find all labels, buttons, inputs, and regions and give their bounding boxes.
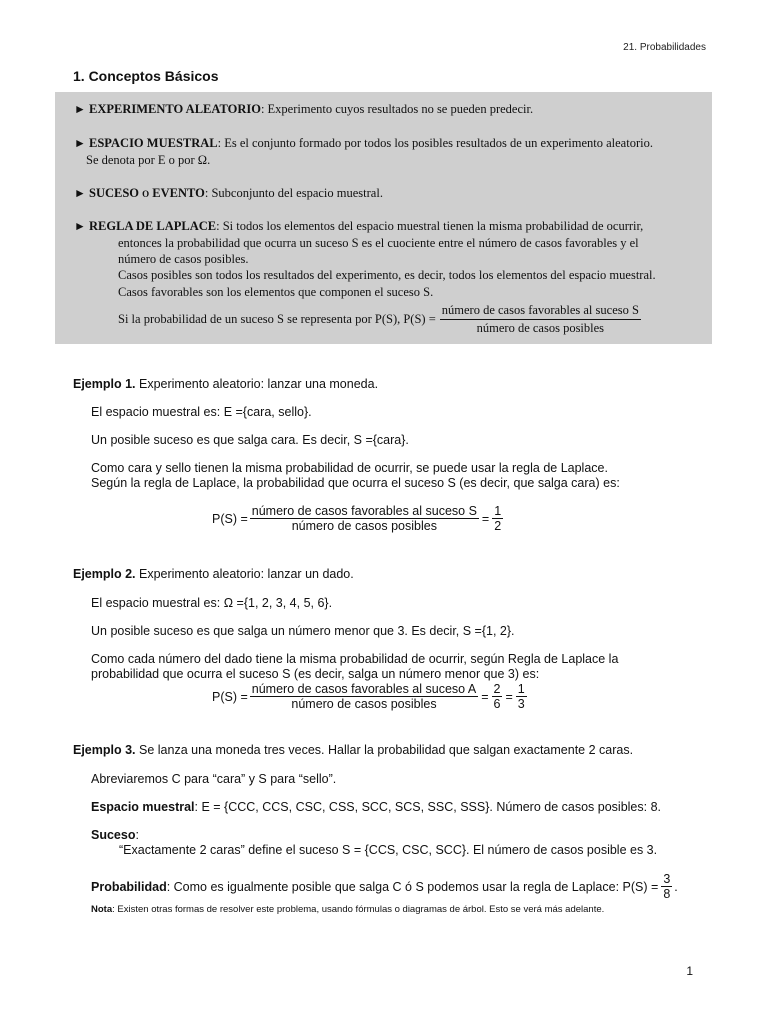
ejemplo2-formula — [212, 682, 527, 711]
ejemplo2-line4: probabilidad que ocurra el suceso S (es decir, salga un número menor que 3) es: — [91, 667, 540, 681]
ejemplo2-line1: El espacio muestral es: Ω ={1, 2, 3, 4, 5, 6}. — [91, 596, 333, 610]
ejemplo2-fraction — [250, 682, 478, 711]
ejemplo3-prob-fraction — [661, 872, 672, 901]
ejemplo2-denominator: número de casos posibles — [291, 697, 437, 711]
ejemplo1-fraction — [250, 504, 479, 533]
ejemplo3-probabilidad — [91, 872, 678, 901]
def-suceso-text: : Subconjunto del espacio muestral. — [204, 186, 383, 200]
ejemplo3-suceso-label: Suceso — [91, 828, 136, 842]
ejemplo2-title: Experimento aleatorio: lanzar un dado. — [135, 567, 354, 581]
ejemplo3-period: . — [674, 879, 678, 894]
ejemplo1-result — [492, 504, 503, 533]
term-experimento: EXPERIMENTO ALEATORIO — [89, 102, 261, 116]
ejemplo2-result-b — [516, 682, 527, 711]
ejemplo2-equals-2: = — [505, 689, 513, 704]
ejemplo2-numerator: número de casos favorables al suceso A — [251, 682, 477, 696]
ejemplo2-b-num: 1 — [517, 682, 525, 696]
ejemplo2-label: Ejemplo 2. — [73, 567, 136, 581]
ejemplo3-espacio — [91, 800, 661, 814]
ejemplo3-espacio-text: : E = {CCC, CCS, CSC, CSS, SCC, SCS, SSC, SSS}. Número de casos posibles: 8. — [194, 800, 662, 814]
laplace-formula — [118, 302, 641, 336]
ejemplo3-suceso-text: “Exactamente 2 caras” define el suceso S = {CCS, CSC, SCC}. El número de casos posible es 3. — [119, 843, 658, 857]
ejemplo3-prob-num: 3 — [663, 872, 671, 886]
def-laplace — [74, 218, 643, 235]
bullet-icon: ► — [74, 186, 86, 200]
ejemplo1-heading — [73, 377, 378, 391]
ejemplo1-result-den: 2 — [494, 519, 502, 533]
ejemplo1-line2: Un posible suceso es que salga cara. Es decir, S ={cara}. — [91, 433, 409, 447]
nota — [91, 904, 604, 915]
nota-text: : Existen otras formas de resolver este problema, usando fórmulas o diagramas de árbol. Esto se verá más adelante. — [112, 904, 605, 915]
def-espacio — [74, 135, 653, 152]
ejemplo3-espacio-label: Espacio muestral — [91, 800, 195, 814]
def-laplace-text: : Si todos los elementos del espacio muestral tienen la misma probabilidad de ocurrir, — [216, 219, 644, 233]
laplace-line5: Casos favorables son los elementos que componen el suceso S. — [118, 285, 434, 299]
ejemplo1-denominator: número de casos posibles — [291, 519, 437, 533]
def-espacio-text: : Es el conjunto formado por todos los posibles resultados de un experimento aleatorio. — [217, 136, 653, 150]
ejemplo3-prob-den: 8 — [663, 887, 671, 901]
ejemplo2-a-den: 6 — [493, 697, 501, 711]
def-espacio-line2: Se denota por E o por Ω. — [86, 153, 211, 167]
ejemplo1-label: Ejemplo 1. — [73, 377, 136, 391]
ejemplo3-prob-label: Probabilidad — [91, 879, 167, 894]
ejemplo2-equals: = — [481, 689, 489, 704]
laplace-line2: entonces la probabilidad que ocurra un suceso S es el cuociente entre el número de casos favorables y el — [118, 236, 639, 250]
running-header: 21. Probabilidades — [623, 42, 706, 53]
ejemplo1-line1: El espacio muestral es: E ={cara, sello}. — [91, 405, 312, 419]
ejemplo2-heading — [73, 567, 354, 581]
ejemplo2-result-a — [492, 682, 503, 711]
bullet-icon: ► — [74, 102, 86, 116]
ejemplo1-title: Experimento aleatorio: lanzar una moneda. — [135, 377, 379, 391]
laplace-formula-text: Si la probabilidad de un suceso S se representa por P(S), P(S) = — [118, 311, 436, 326]
ejemplo1-line4: Según la regla de Laplace, la probabilidad que ocurra el suceso S (es decir, que salga cara) es: — [91, 476, 620, 490]
ejemplo3-title: Se lanza una moneda tres veces. Hallar la probabilidad que salgan exactamente 2 caras. — [135, 743, 634, 757]
ejemplo1-equals: = — [481, 511, 490, 526]
ejemplo1-line3: Como cara y sello tienen la misma probabilidad de ocurrir, se puede usar la regla de Laplace. — [91, 461, 608, 475]
bullet-icon: ► — [74, 136, 86, 150]
page-number: 1 — [686, 964, 693, 978]
section-title: 1. Conceptos Básicos — [73, 68, 219, 84]
ejemplo2-ps: P(S) = — [212, 689, 248, 704]
ejemplo1-ps: P(S) = — [212, 511, 248, 526]
ejemplo2-line3: Como cada número del dado tiene la misma probabilidad de ocurrir, según Regla de Laplace la — [91, 652, 619, 666]
ejemplo2-line2: Un posible suceso es que salga un número menor que 3. Es decir, S ={1, 2}. — [91, 624, 515, 638]
def-suceso — [74, 185, 383, 202]
nota-label: Nota — [91, 904, 113, 915]
laplace-numerator: número de casos favorables al suceso S — [440, 302, 641, 320]
def-experimento — [74, 101, 533, 118]
ejemplo3-suceso — [91, 828, 139, 842]
ejemplo2-a-num: 2 — [493, 682, 501, 696]
ejemplo3-line1: Abreviaremos C para “cara” y S para “sello”. — [91, 772, 337, 786]
ejemplo3-prob-text: : Como es igualmente posible que salga C ó S podemos usar la regla de Laplace: P(S) = — [166, 879, 659, 894]
ejemplo1-formula — [212, 504, 503, 533]
ejemplo2-b-den: 3 — [517, 697, 525, 711]
term-espacio: ESPACIO MUESTRAL — [89, 136, 218, 150]
laplace-line4: Casos posibles son todos los resultados del experimento, es decir, todos los elementos del espacio muestral. — [118, 268, 656, 282]
ejemplo3-label: Ejemplo 3. — [73, 743, 136, 757]
laplace-line3: número de casos posibles. — [118, 252, 249, 266]
laplace-denominator: número de casos posibles — [476, 320, 605, 335]
term-suceso: SUCESO o EVENTO — [89, 186, 205, 200]
ejemplo3-heading — [73, 743, 633, 757]
ejemplo1-result-num: 1 — [494, 504, 502, 518]
def-experimento-text: : Experimento cuyos resultados no se pueden predecir. — [260, 102, 534, 116]
ejemplo1-numerator: número de casos favorables al suceso S — [251, 504, 477, 518]
bullet-icon: ► — [74, 219, 86, 233]
term-laplace: REGLA DE LAPLACE — [89, 219, 217, 233]
ejemplo3-suceso-colon: : — [135, 828, 139, 842]
laplace-fraction — [440, 302, 641, 336]
